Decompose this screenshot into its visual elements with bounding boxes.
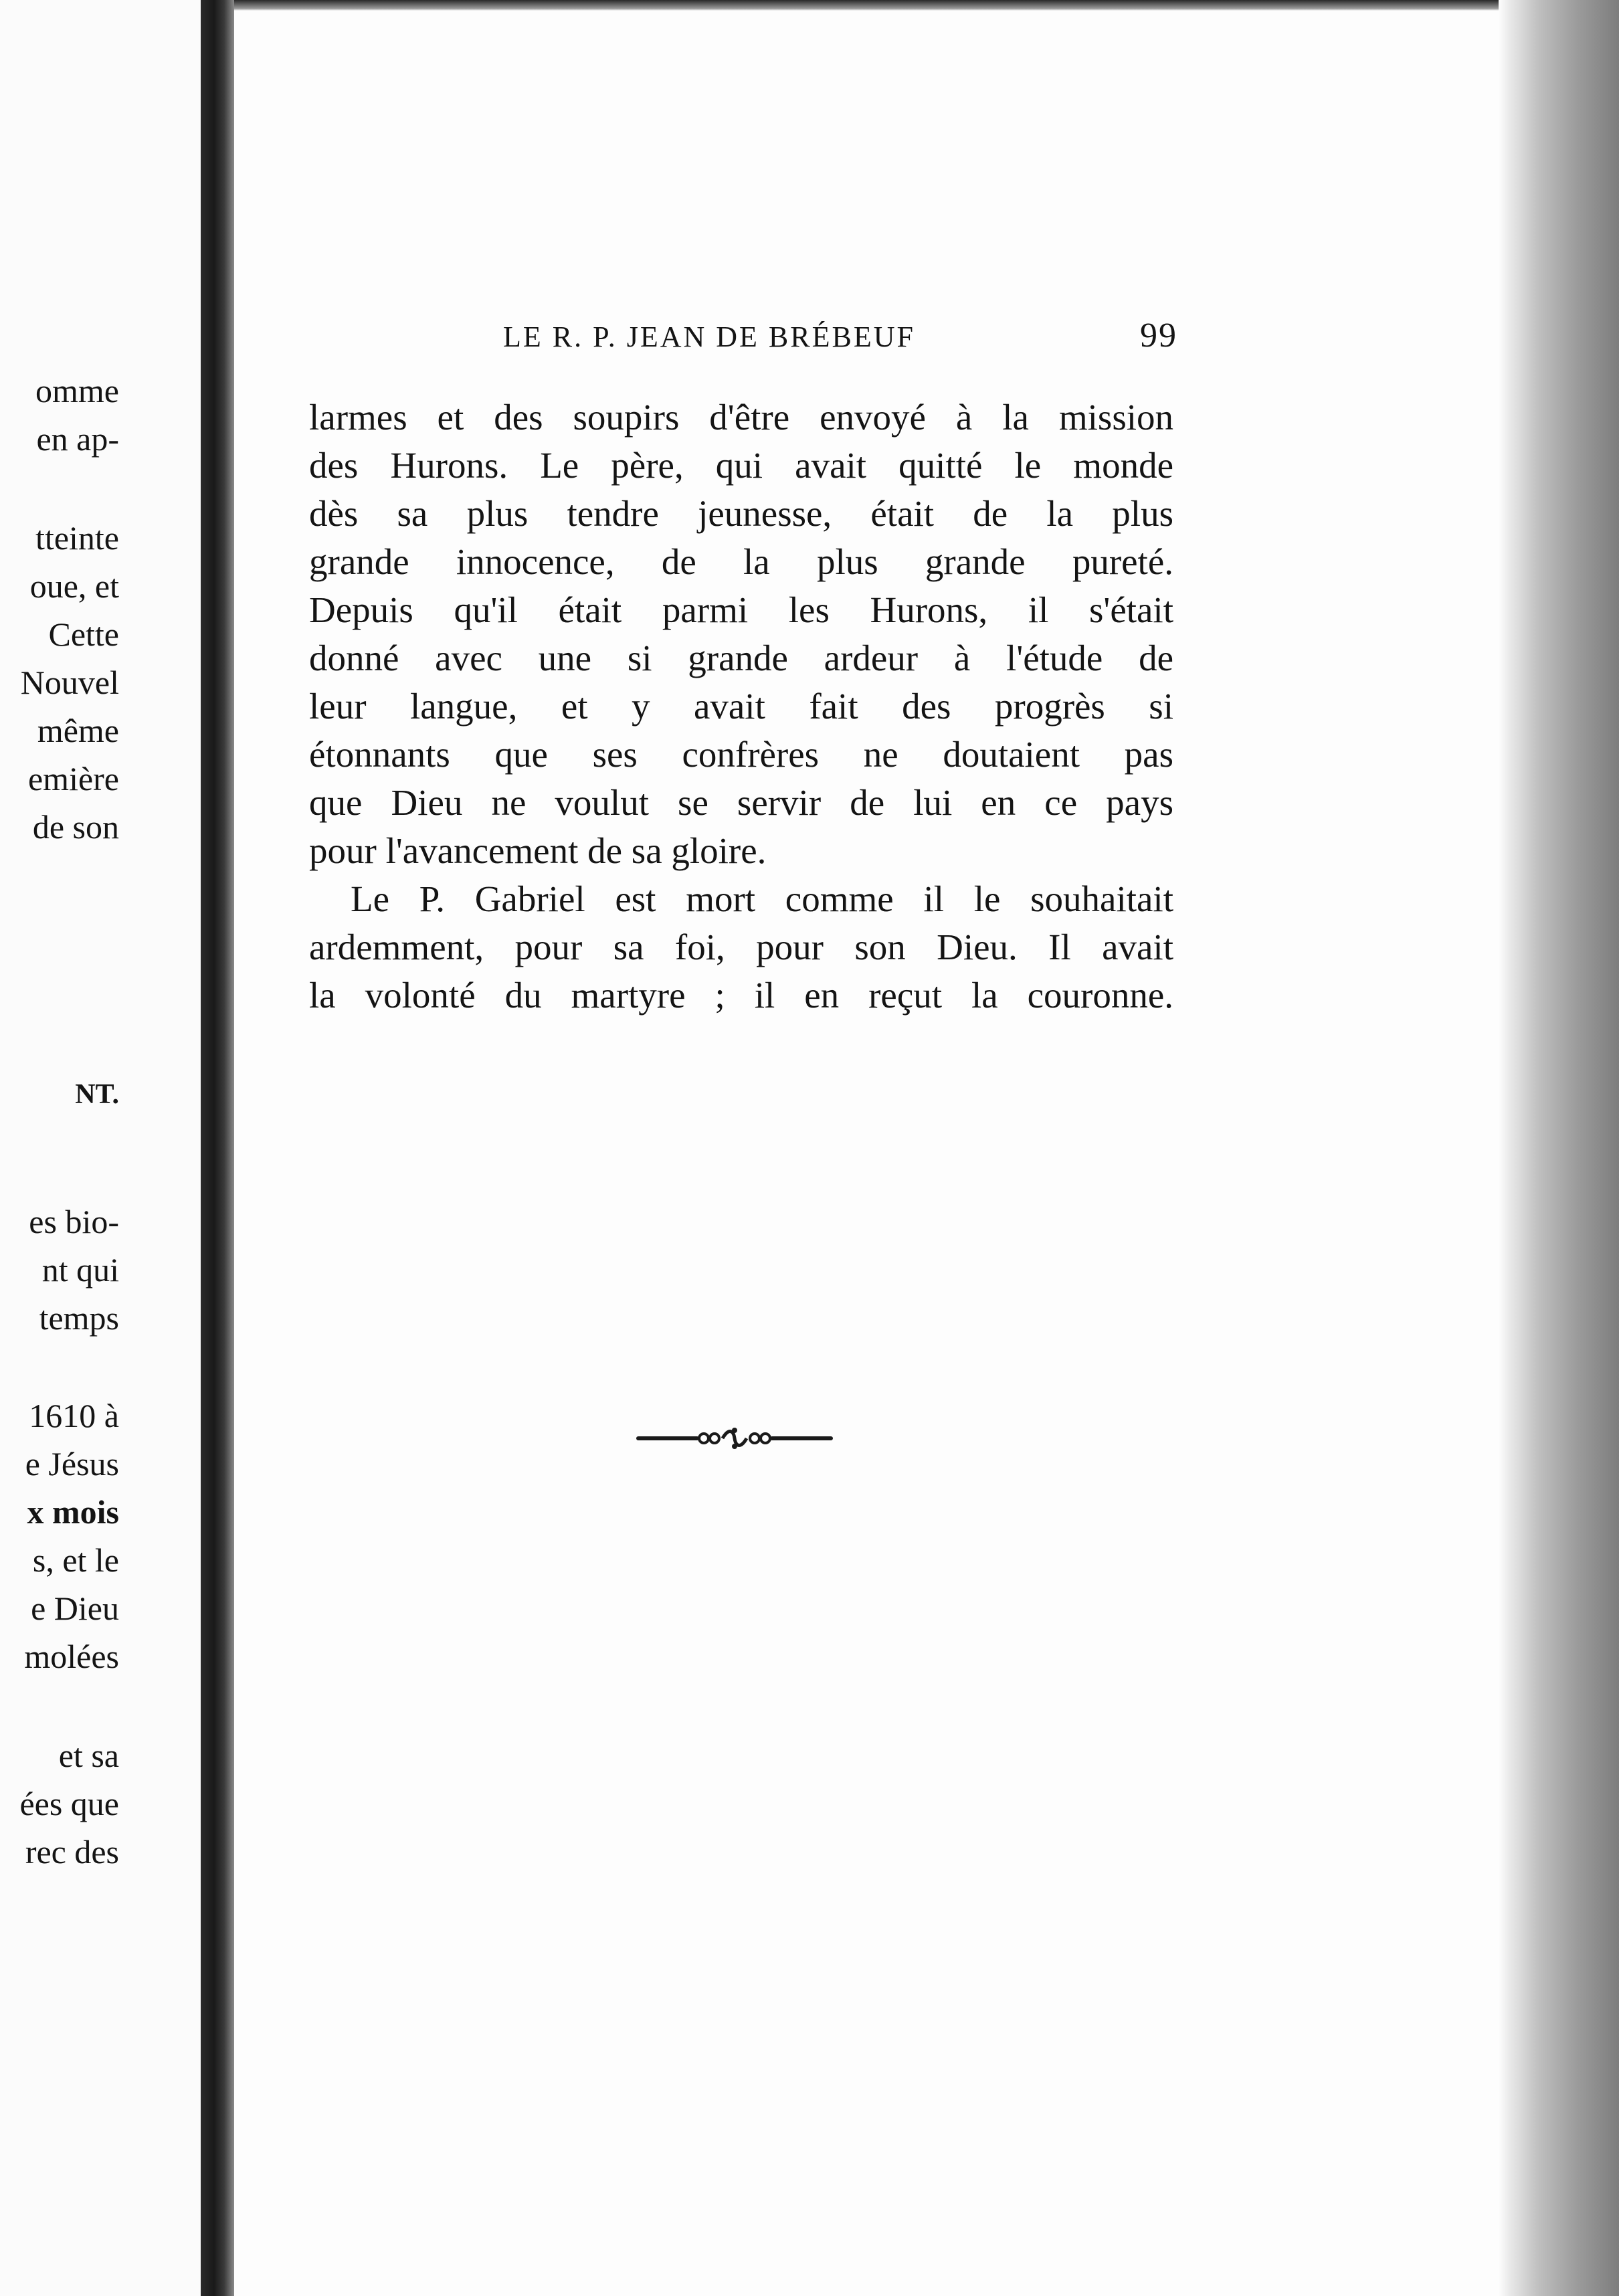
- text-line: grande innocence, de la plus grande pureté.: [309, 541, 1173, 582]
- left-page-line: ées que: [19, 1785, 119, 1822]
- text-line: leur langue, et y avait fait des progrès si: [309, 686, 1173, 727]
- left-page-line: temps: [39, 1299, 119, 1337]
- page-fore-edge: [1512, 0, 1619, 2296]
- left-page-line: es bio-: [29, 1203, 119, 1240]
- paragraph: [309, 393, 1173, 875]
- text-line: Le P. Gabriel est mort comme il le souhaitait: [351, 878, 1173, 919]
- text-line: Depuis qu'il était parmi les Hurons, il s'était: [309, 589, 1173, 630]
- left-page-line: Cette: [48, 615, 119, 653]
- left-page-line: e Jésus: [25, 1445, 119, 1482]
- left-page-line: omme: [35, 372, 119, 409]
- running-title: LE R. P. JEAN DE BRÉBEUF: [503, 320, 915, 353]
- text-line: pour l'avancement de sa gloire.: [309, 830, 767, 871]
- left-page-line: en ap-: [36, 420, 119, 458]
- left-page-line: de son: [32, 808, 119, 846]
- left-page-line: e Dieu: [31, 1590, 119, 1627]
- left-page-line: Nouvel: [20, 664, 119, 701]
- left-page-line: tteinte: [35, 519, 119, 557]
- left-page-line: nt qui: [41, 1251, 119, 1288]
- text-line: la volonté du martyre ; il en reçut la couronne.: [309, 975, 1173, 1016]
- page-number: 99: [1140, 316, 1177, 355]
- left-page-line: oue, et: [29, 567, 119, 605]
- left-page-line: 1610 à: [29, 1397, 119, 1434]
- text-line: donné avec une si grande ardeur à l'étude de: [309, 638, 1173, 678]
- left-page-line: et sa: [58, 1737, 119, 1774]
- text-line: ardemment, pour sa foi, pour son Dieu. Il avait: [309, 927, 1173, 967]
- left-page-line: même: [37, 712, 119, 749]
- left-page-line: molées: [24, 1638, 119, 1675]
- tailpiece-ornament-icon: [636, 1424, 834, 1450]
- left-page-line: rec des: [25, 1833, 119, 1871]
- left-facing-page: [0, 0, 201, 2296]
- body-text: [309, 393, 1173, 1020]
- left-page-line: s, et le: [32, 1541, 119, 1579]
- paragraph: [309, 875, 1173, 1020]
- top-edge-shadow: [234, 0, 1539, 11]
- book-gutter: [201, 0, 234, 2296]
- text-line: étonnants que ses confrères ne doutaient pas: [309, 734, 1173, 775]
- left-page-line: NT.: [75, 1079, 119, 1110]
- left-page-line: emière: [27, 760, 119, 797]
- running-head: [314, 316, 1177, 373]
- text-line: des Hurons. Le père, qui avait quitté le monde: [309, 445, 1173, 486]
- left-page-line: x mois: [27, 1493, 119, 1531]
- text-line: larmes et des soupirs d'être envoyé à la mission: [309, 397, 1173, 438]
- text-line: que Dieu ne voulut se servir de lui en ce pays: [309, 782, 1173, 823]
- text-line: dès sa plus tendre jeunesse, était de la plus: [309, 493, 1173, 534]
